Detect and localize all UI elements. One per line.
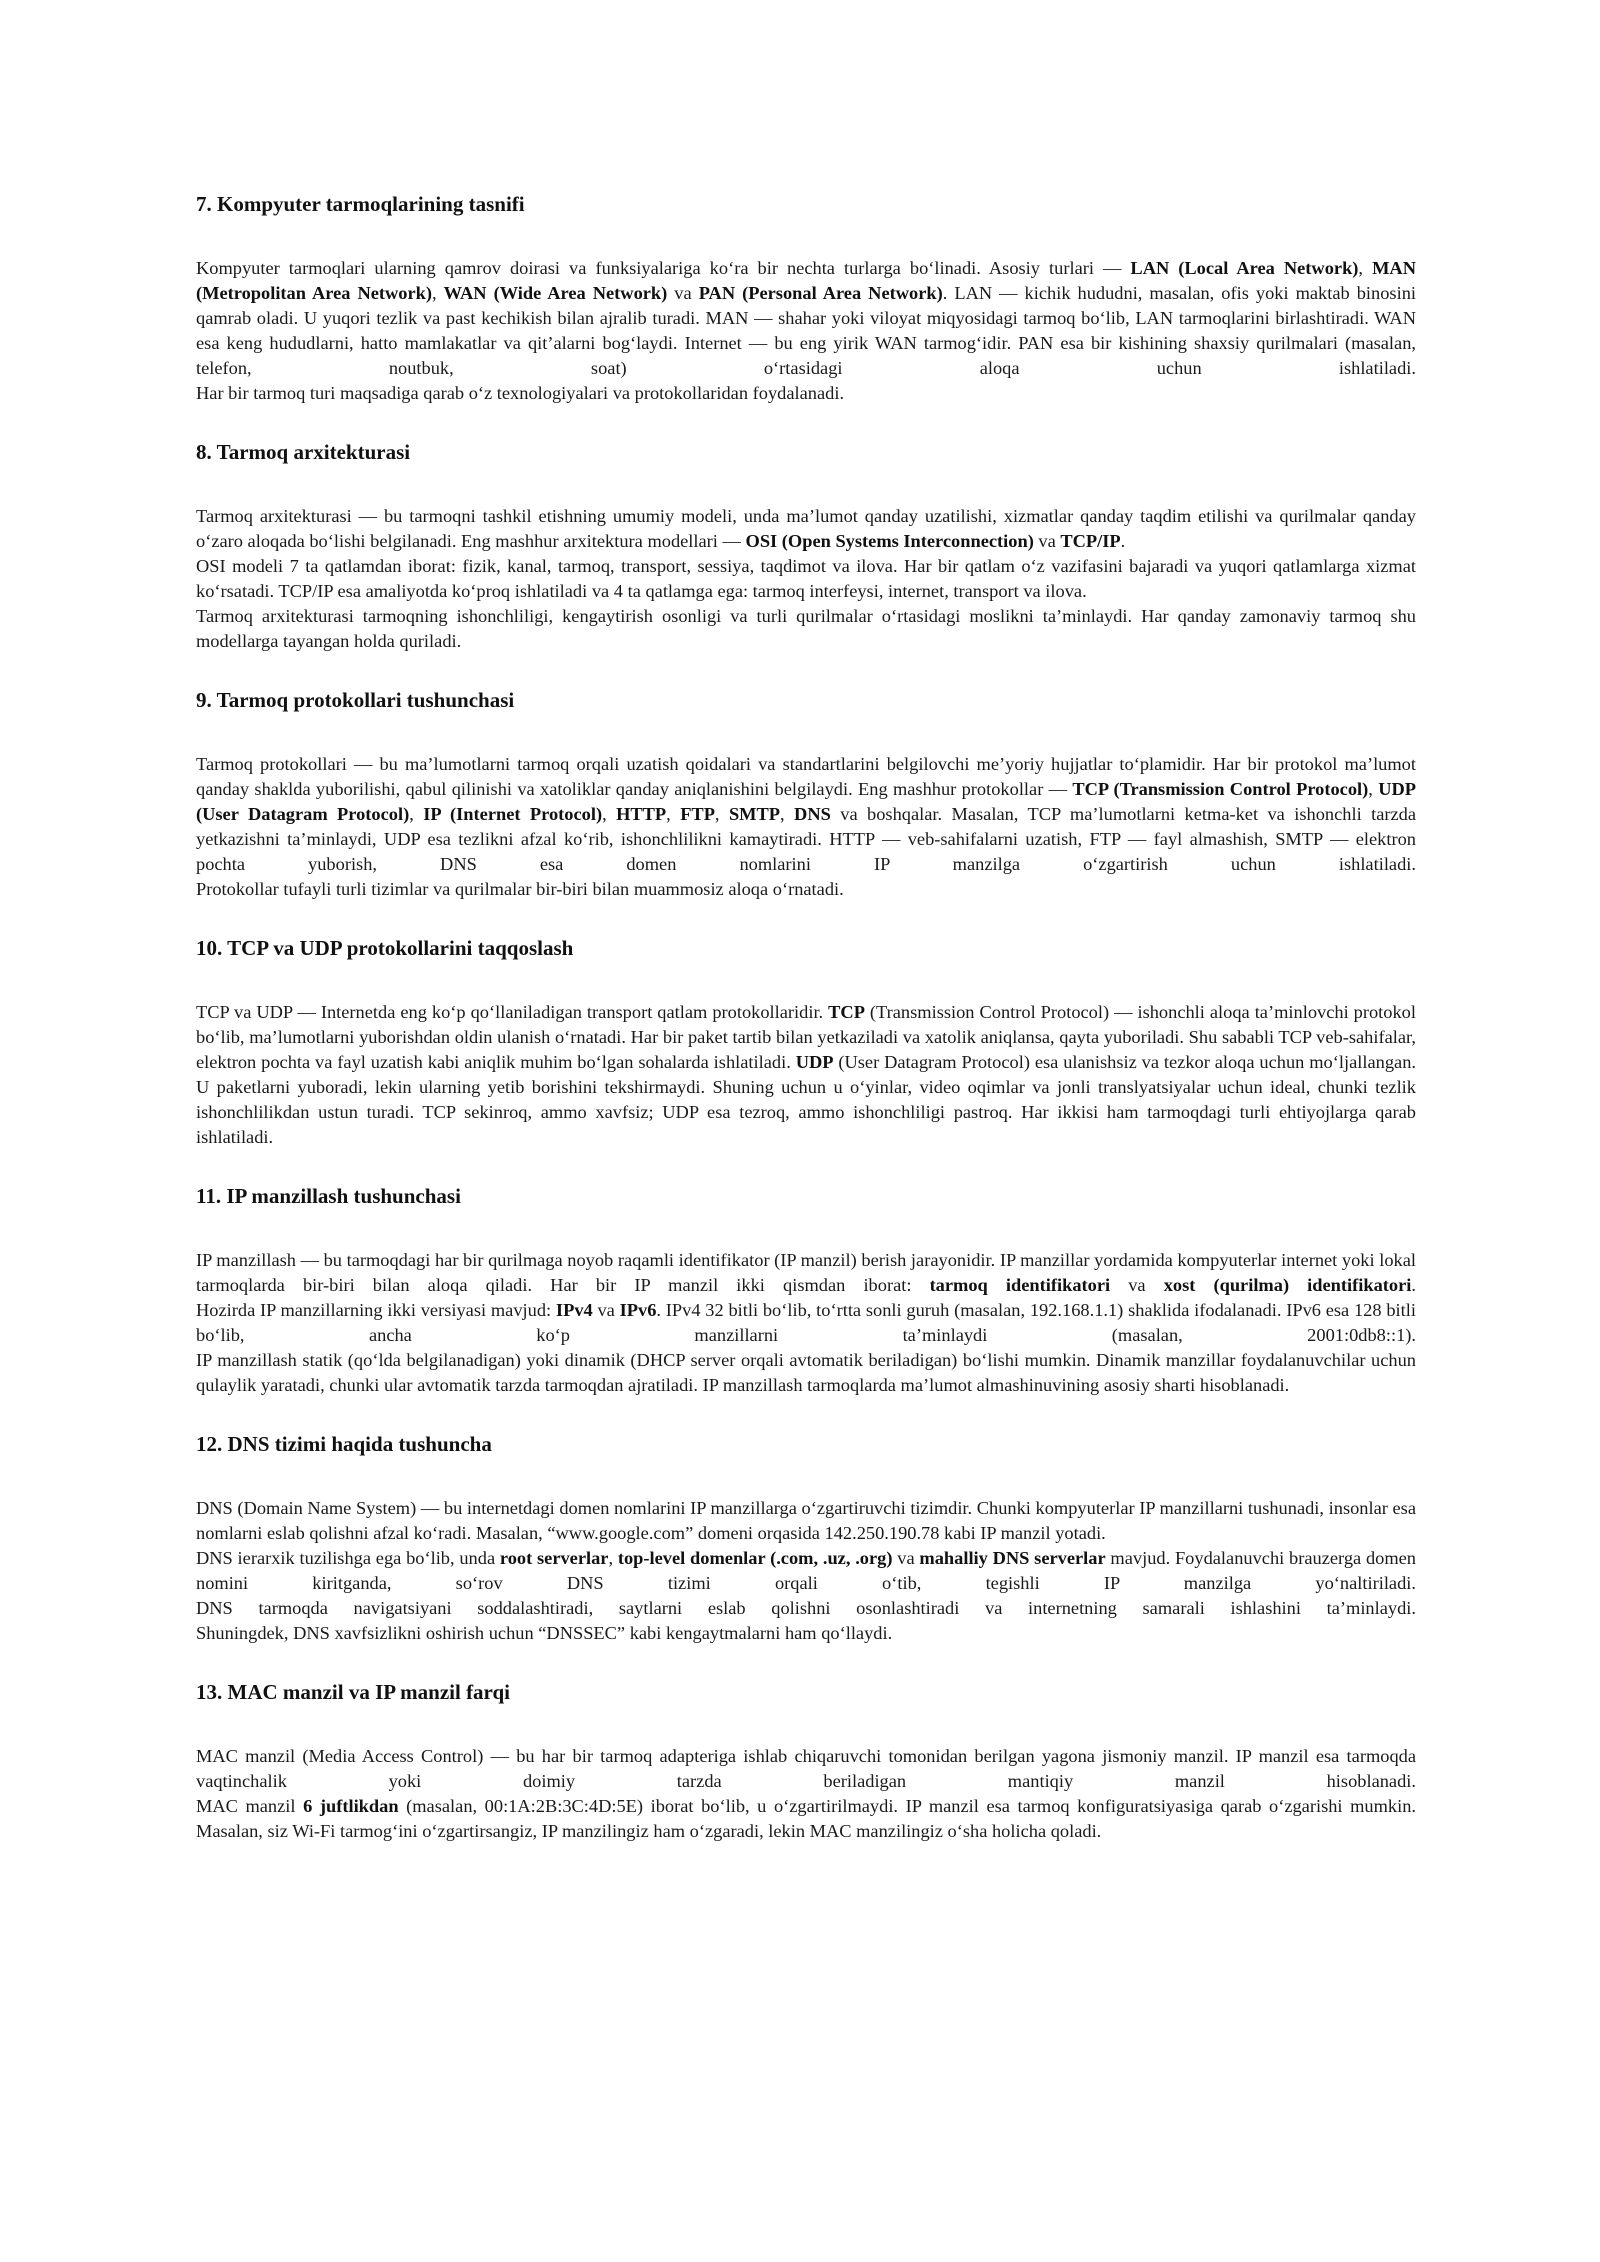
section-heading: 8. Tarmoq arxitekturasi [196,440,411,464]
bold-term: 6 juftlikdan [303,1796,399,1816]
bold-term: top-level domenlar (.com, .uz, .org) [617,1548,893,1568]
text-run: , [432,283,444,303]
bold-term: OSI (Open Systems Interconnection) [745,531,1034,551]
paragraph [196,256,1416,381]
text-run: Shuningdek, DNS xavfsizlikni oshirish uchun “DNSSEC” kabi kengaytmalarni ham qo‘llaydi. [196,1623,893,1643]
bold-term: UDP (User Datagram Protocol) [196,779,1416,824]
bold-term: FTP [680,804,715,824]
text-run: , [780,804,795,824]
bold-term: DNS [794,804,831,824]
section [196,934,1416,1150]
paragraph [196,554,1416,604]
text-run: Har bir tarmoq turi maqsadiga qarab o‘z texnologiyalari va protokollaridan foydalanadi. [196,383,845,403]
paragraph [196,1794,1416,1844]
section-heading: 9. Tarmoq protokollari tushunchasi [196,688,515,712]
paragraph [196,1744,1416,1794]
bold-term: TCP (Transmission Control Protocol) [1072,779,1369,799]
bold-term: WAN (Wide Area Network) [443,283,668,303]
paragraph [196,1596,1416,1621]
text-run: , [1358,258,1373,278]
text-run: . IPv4 32 bitli bo‘lib, to‘rtta sonli guruh (masalan, 192.168.1.1) shaklida ifodalanadi. IPv6 esa 128 bitli bo‘lib, ancha ko‘p manzillarni ta’minlaydi (masalan, 2001:0db8::1). [196,1300,1416,1345]
paragraph [196,1298,1416,1348]
bold-term: tarmoq identifikatori [929,1275,1111,1295]
text-run: TCP va UDP — Internetda eng ko‘p qo‘llaniladigan transport qatlam protokollaridir. [196,1002,829,1022]
paragraph [196,604,1416,654]
paragraph [196,1348,1416,1398]
section [196,190,1416,406]
bold-term: MAN (Metropolitan Area Network) [196,258,1416,303]
text-run: va boshqalar. Masalan, TCP ma’lumotlarni ketma-ket va ishonchli tarzda yetkazishni ta’minlaydi, UDP esa tezlikni afzal ko‘rib, ishonchlilikni kamaytiradi. HTTP — veb-sahifalarni uzatish, FTP — fayl almashish, SMTP — elektron pochta yuborish, DNS esa domen nomlarini IP manzilga o‘zgartirish uchun ishlatiladi. [196,804,1417,874]
document-page [196,190,1416,1876]
text-run: (masalan, 00:1A:2B:3C:4D:5E) iborat bo‘lib, u o‘zgartirilmaydi. IP manzil esa tarmoq konfiguratsiyasiga qarab o‘zgarishi mumkin. Masalan, siz Wi-Fi tarmog‘ini o‘zgartirsangiz, IP manzilingiz ham o‘zgaradi, lekin MAC manzilingiz o‘sha holicha qoladi. [196,1796,1417,1841]
section [196,1678,1416,1844]
text-run: (User Datagram Protocol) esa ulanishsiz va tezkor aloqa uchun mo‘ljallangan. U paketlarni yuboradi, lekin ularning yetib borishini tekshirmaydi. Shuning uchun u o‘yinlar, video oqimlar va jonli translyatsiyalar uchun ideal, chunki tezlik ishonchlilikdan ustun turadi. TCP sekinroq, ammo xavfsiz; UDP esa tezroq, ammo ishonchliligi pastroq. Har ikkisi ham tarmoqdagi turli ehtiyojlarga qarab ishlatiladi. [196,1052,1416,1147]
section-heading: 11. IP manzillash tushunchasi [196,1184,461,1208]
section [196,1182,1416,1398]
text-run: mavjud. Foydalanuvchi brauzerga domen nomini kiritganda, so‘rov DNS tizimi orqali o‘tib, tegishli IP manzilga yo‘naltiriladi. [196,1548,1416,1593]
text-run: Tarmoq protokollari — bu ma’lumotlarni tarmoq orqali uzatish qoidalari va standartlarini belgilovchi me’yoriy hujjatlar to‘plamidir. Har bir protokol ma’lumot qanday shaklda yuborilishi, qabul qilinishi va xatoliklar qanday aniqlanishini belgilaydi. Eng mashhur protokollar — [196,754,1416,799]
section [196,438,1416,654]
text-run: Protokollar tufayli turli tizimlar va qurilmalar bir-biri bilan muammosiz aloqa o‘rnatadi. [196,879,844,899]
text-run: Kompyuter tarmoqlari ularning qamrov doirasi va funksiyalariga ko‘ra bir nechta turlarga bo‘linadi. Asosiy turlari — [196,258,1131,278]
text-run: MAC manzil [196,1796,304,1816]
text-run: DNS (Domain Name System) — bu internetdagi domen nomlarini IP manzillarga o‘zgartiruvchi tizimdir. Chunki kompyuterlar IP manzillarni tushunadi, insonlar esa nomlarni eslab qolishni afzal ko‘radi. Masalan, “www.google.com” domeni orqasida 142.250.190.78 kabi IP manzil yotadi. [196,1498,1416,1543]
paragraph [196,1000,1416,1150]
text-run: Tarmoq arxitekturasi — bu tarmoqni tashkil etishning umumiy modeli, unda ma’lumot qanday uzatilishi, xizmatlar qanday taqdim etilishi va qurilmalar qanday o‘zaro aloqada bo‘lishi belgilanadi. Eng mashhur arxitektura modellari — [196,506,1416,551]
text-run: , [666,804,681,824]
text-run: MAC manzil (Media Access Control) — bu har bir tarmoq adapteriga ishlab chiqaruvchi tomonidan berilgan yagona jismoniy manzil. IP manzil esa tarmoqda vaqtinchalik yoki doimiy tarzda beriladigan mantiqiy manzil hisoblanadi. [196,1746,1416,1791]
bold-term: TCP/IP [1060,531,1121,551]
paragraph [196,381,1416,406]
text-run: IP manzillash — bu tarmoqdagi har bir qurilmaga noyob raqamli identifikator (IP manzil) berish jarayonidir. IP manzillar yordamida kompyuterlar internet yoki lokal tarmoqlarda bir-biri bilan aloqa qiladi. Har bir IP manzil ikki qismdan iborat: [196,1250,1416,1295]
bold-term: UDP [795,1052,834,1072]
text-run: DNS tarmoqda navigatsiyani soddalashtiradi, saytlarni eslab qolishni osonlashtiradi va internetning samarali ishlashini ta’minlaydi. [196,1598,1416,1618]
text-run: . [1411,1275,1416,1295]
text-run: va [1033,531,1061,551]
text-run: OSI modeli 7 ta qatlamdan iborat: fizik, kanal, tarmoq, transport, sessiya, taqdimot va ilova. Har bir qatlam o‘z vazifasini bajaradi va yuqori qatlamlarga xizmat ko‘rsatadi. TCP/IP esa amaliyotda ko‘proq ishlatiladi va 4 ta qatlamga ega: tarmoq interfeysi, internet, transport va ilova. [196,556,1416,601]
bold-term: root serverlar [499,1548,609,1568]
section-heading: 12. DNS tizimi haqida tushuncha [196,1432,492,1456]
text-run: va [592,1300,620,1320]
bold-term: PAN (Personal Area Network) [698,283,943,303]
bold-term: IPv6 [619,1300,657,1320]
bold-term: mahalliy DNS serverlar [919,1548,1106,1568]
bold-term: xost (qurilma) identifikatori [1163,1275,1412,1295]
text-run: va [1110,1275,1164,1295]
paragraph [196,1248,1416,1298]
paragraph [196,504,1416,554]
bold-term: HTTP [616,804,667,824]
text-run: , [714,804,729,824]
text-run: Tarmoq arxitekturasi tarmoqning ishonchliligi, kengaytirish osonligi va turli qurilmalar o‘rtasidagi moslikni ta’minlaydi. Har qanday zamonaviy tarmoq shu modellarga tayangan holda quriladi. [196,606,1416,651]
bold-term: SMTP [728,804,781,824]
text-run: (Transmission Control Protocol) — ishonchli aloqa ta’minlovchi protokol bo‘lib, ma’lumotlarni yuborishdan oldin ulanish o‘rnatadi. Har bir paket tartib bilan yetkaziladi va xatolik aniqlansa, qayta yuboriladi. Shu sababli TCP veb-sahifalar, elektron pochta va fayl uzatish kabi aniqlik muhim bo‘lgan sohalarda ishlatiladi. [196,1002,1416,1072]
text-run: . LAN — kichik hududni, masalan, ofis yoki maktab binosini qamrab oladi. U yuqori tezlik va past kechikish bilan ajralib turadi. MAN — shahar yoki viloyat miqyosidagi tarmoq bo‘lib, LAN tarmoqlarini birlashtiradi. WAN esa keng hududlarni, hatto mamlakatlar va qit’alarni bog‘laydi. Internet — bu eng yirik WAN tarmog‘idir. PAN esa bir kishining shaxsiy qurilmalari (masalan, telefon, noutbuk, soat) o‘rtasidagi aloqa uchun ishlatiladi. [196,283,1416,378]
section-heading: 10. TCP va UDP protokollarini taqqoslash [196,936,574,960]
paragraph [196,1546,1416,1596]
text-run: , [1368,779,1379,799]
text-run: , [608,1548,618,1568]
text-run: DNS ierarxik tuzilishga ega bo‘lib, unda [196,1548,500,1568]
text-run: , [409,804,424,824]
text-run: va [667,283,699,303]
section [196,1430,1416,1646]
paragraph [196,1496,1416,1546]
bold-term: IP (Internet Protocol) [423,804,603,824]
section [196,686,1416,902]
text-run: , [602,804,617,824]
text-run: va [892,1548,920,1568]
text-run: . [1120,531,1126,551]
paragraph [196,1621,1416,1646]
text-run: IP manzillash statik (qo‘lda belgilanadigan) yoki dinamik (DHCP server orqali avtomatik beriladigan) bo‘lishi mumkin. Dinamik manzillar foydalanuvchilar uchun qulaylik yaratadi, chunki ular avtomatik tarzda tarmoqdan ajratiladi. IP manzillash tarmoqlarda ma’lumot almashinuvining asosiy sharti hisoblanadi. [196,1350,1416,1395]
bold-term: IPv4 [555,1300,593,1320]
paragraph [196,752,1416,877]
section-heading: 7. Kompyuter tarmoqlarining tasnifi [196,192,525,216]
section-heading: 13. MAC manzil va IP manzil farqi [196,1680,511,1704]
paragraph [196,877,1416,902]
bold-term: TCP [828,1002,865,1022]
bold-term: LAN (Local Area Network) [1130,258,1359,278]
text-run: Hozirda IP manzillarning ikki versiyasi mavjud: [196,1300,556,1320]
